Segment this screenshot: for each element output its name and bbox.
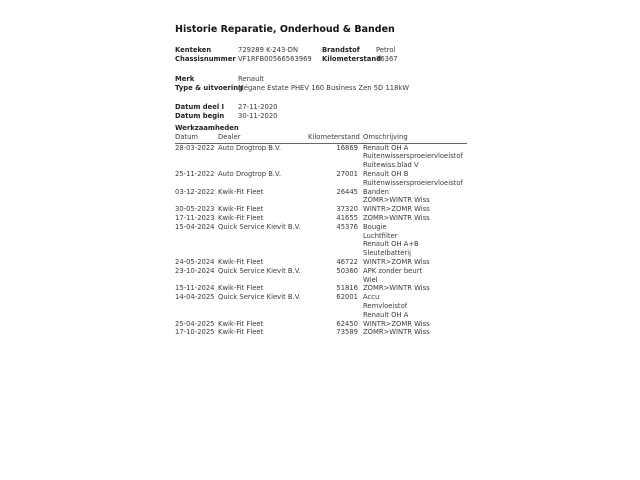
row-omschrijving bbox=[363, 214, 430, 223]
row-dealer: Kwik-Fit Fleet bbox=[218, 205, 264, 214]
omschrijving-line: Renault OH A bbox=[363, 310, 409, 319]
row-dealer: Kwik-Fit Fleet bbox=[218, 319, 264, 328]
table-row bbox=[175, 328, 467, 337]
row-kilometerstand: 62450 bbox=[336, 319, 358, 328]
type-label: Type & uitvoering bbox=[175, 83, 243, 92]
kenteken-label: Kenteken bbox=[175, 46, 212, 54]
row-kilometerstand: 46722 bbox=[336, 257, 358, 266]
row-dealer: Kwik-Fit Fleet bbox=[218, 328, 264, 337]
row-dealer: Quick Service Kievit B.V. bbox=[218, 293, 301, 302]
type-value: Mégane Estate PHEV 160 Business Zen 5D 118kW bbox=[238, 83, 410, 92]
omschrijving-line: Remvloeistof bbox=[363, 301, 408, 310]
row-omschrijving bbox=[363, 144, 463, 170]
column-header-dealer: Dealer bbox=[218, 133, 241, 142]
row-kilometerstand: 16869 bbox=[336, 143, 358, 152]
table-row bbox=[175, 188, 467, 206]
row-kilometerstand: 45376 bbox=[336, 222, 358, 231]
kenteken-value: 729289 K-243-DN bbox=[238, 46, 299, 54]
row-datum: 03-12-2022 bbox=[175, 187, 215, 196]
chassisnummer-value: VF1RFB00566563969 bbox=[238, 55, 312, 64]
table-row bbox=[175, 170, 467, 188]
vehicle-type-block bbox=[175, 75, 467, 94]
merk-row bbox=[175, 75, 467, 84]
kenteken-row bbox=[175, 46, 467, 55]
merk-label: Merk bbox=[175, 74, 195, 83]
omschrijving-line: Luchtfilter bbox=[363, 231, 398, 240]
row-dealer: Kwik-Fit Fleet bbox=[218, 187, 264, 196]
omschrijving-line: Ruitewiss.blad V bbox=[363, 161, 419, 170]
omschrijving-line: Wiel bbox=[363, 275, 378, 284]
row-kilometerstand: 27001 bbox=[336, 169, 358, 178]
table-row bbox=[175, 284, 467, 293]
omschrijving-line: Sleutelbatterij bbox=[363, 249, 411, 258]
datum-deel-value: 27-11-2020 bbox=[238, 103, 278, 112]
datum-deel-label: Datum deel I bbox=[175, 103, 225, 112]
row-datum: 17-10-2025 bbox=[175, 328, 215, 337]
datum-deel-row bbox=[175, 103, 467, 112]
omschrijving-line: Ruitenwissersproeiervloeistof bbox=[363, 152, 463, 161]
row-dealer: Kwik-Fit Fleet bbox=[218, 257, 264, 266]
row-kilometerstand: 62001 bbox=[336, 293, 358, 302]
row-datum: 28-03-2022 bbox=[175, 143, 215, 152]
dates-block bbox=[175, 103, 467, 122]
column-header-omschrijving: Omschrijving bbox=[363, 133, 408, 142]
row-omschrijving bbox=[363, 328, 430, 337]
row-dealer: Kwik-Fit Fleet bbox=[218, 213, 264, 222]
row-omschrijving bbox=[363, 293, 408, 319]
omschrijving-line: Accu bbox=[363, 293, 380, 302]
omschrijving-line: Banden bbox=[363, 187, 389, 196]
row-omschrijving bbox=[363, 170, 463, 188]
row-dealer: Kwik-Fit Fleet bbox=[218, 284, 264, 293]
row-omschrijving bbox=[363, 223, 419, 258]
omschrijving-line: ZOMR>WINTR Wiss bbox=[363, 213, 430, 222]
row-datum: 25-11-2022 bbox=[175, 169, 215, 178]
row-datum: 17-11-2023 bbox=[175, 213, 215, 222]
kilometerstand-value: 76367 bbox=[376, 55, 398, 64]
werkzaamheden-table-header bbox=[175, 133, 467, 144]
omschrijving-line: WINTR>ZOMR Wiss bbox=[363, 257, 430, 266]
table-row bbox=[175, 320, 467, 329]
brandstof-label: Brandstof bbox=[322, 46, 360, 54]
omschrijving-line: APK zonder beurt bbox=[363, 266, 423, 275]
omschrijving-line: ZOMR>WINTR Wiss bbox=[363, 196, 430, 205]
omschrijving-line: ZOMR>WINTR Wiss bbox=[363, 328, 430, 337]
row-omschrijving bbox=[363, 188, 430, 206]
row-omschrijving bbox=[363, 284, 430, 293]
brandstof-value: Petrol bbox=[376, 46, 396, 54]
row-datum: 15-11-2024 bbox=[175, 284, 215, 293]
omschrijving-line: Ruitenwissersproeiervloeistof bbox=[363, 178, 463, 187]
table-row bbox=[175, 144, 467, 170]
row-dealer: Auto Drogtrop B.V. bbox=[218, 143, 281, 152]
document-page bbox=[175, 24, 467, 337]
row-omschrijving bbox=[363, 258, 430, 267]
column-header-datum: Datum bbox=[175, 133, 198, 142]
omschrijving-line: Renault OH B bbox=[363, 169, 409, 178]
omschrijving-line: Bougie bbox=[363, 222, 387, 231]
type-row bbox=[175, 84, 467, 93]
werkzaamheden-rows bbox=[175, 144, 467, 338]
datum-begin-label: Datum begin bbox=[175, 112, 225, 121]
chassisnummer-label: Chassisnummer bbox=[175, 55, 236, 64]
merk-value: Renault bbox=[238, 74, 264, 83]
omschrijving-line: Renault OH A+B bbox=[363, 240, 419, 249]
row-dealer: Quick Service Kievit B.V. bbox=[218, 266, 301, 275]
omschrijving-line: WINTR>ZOMR Wiss bbox=[363, 319, 430, 328]
kilometerstand-label: Kilometerstand bbox=[322, 55, 382, 64]
row-datum: 24-05-2024 bbox=[175, 257, 215, 266]
row-kilometerstand: 73589 bbox=[336, 328, 358, 337]
table-row bbox=[175, 293, 467, 319]
row-dealer: Auto Drogtrop B.V. bbox=[218, 169, 281, 178]
page-title: Historie Reparatie, Onderhoud & Banden bbox=[175, 24, 395, 35]
row-kilometerstand: 26445 bbox=[336, 187, 358, 196]
table-row bbox=[175, 214, 467, 223]
werkzaamheden-title: Werkzaamheden bbox=[175, 123, 239, 132]
datum-begin-value: 30-11-2020 bbox=[238, 112, 278, 121]
table-row bbox=[175, 267, 467, 285]
chassisnummer-row bbox=[175, 55, 467, 64]
datum-begin-row bbox=[175, 112, 467, 121]
row-omschrijving bbox=[363, 267, 422, 285]
omschrijving-line: WINTR>ZOMR Wiss bbox=[363, 205, 430, 214]
row-omschrijving bbox=[363, 320, 430, 329]
row-datum: 15-04-2024 bbox=[175, 222, 215, 231]
table-row bbox=[175, 205, 467, 214]
omschrijving-line: ZOMR>WINTR Wiss bbox=[363, 284, 430, 293]
table-row bbox=[175, 258, 467, 267]
row-omschrijving bbox=[363, 205, 430, 214]
row-kilometerstand: 41655 bbox=[336, 213, 358, 222]
omschrijving-line: Renault OH A bbox=[363, 143, 409, 152]
row-kilometerstand: 51816 bbox=[336, 284, 358, 293]
row-datum: 14-04-2025 bbox=[175, 293, 215, 302]
column-header-kilometerstand: Kilometerstand bbox=[308, 133, 360, 142]
table-row bbox=[175, 223, 467, 258]
row-kilometerstand: 50360 bbox=[336, 266, 358, 275]
row-datum: 25-04-2025 bbox=[175, 319, 215, 328]
row-dealer: Quick Service Kievit B.V. bbox=[218, 222, 301, 231]
vehicle-id-block bbox=[175, 46, 467, 65]
row-kilometerstand: 37320 bbox=[336, 205, 358, 214]
row-datum: 30-05-2023 bbox=[175, 205, 215, 214]
row-datum: 23-10-2024 bbox=[175, 266, 215, 275]
